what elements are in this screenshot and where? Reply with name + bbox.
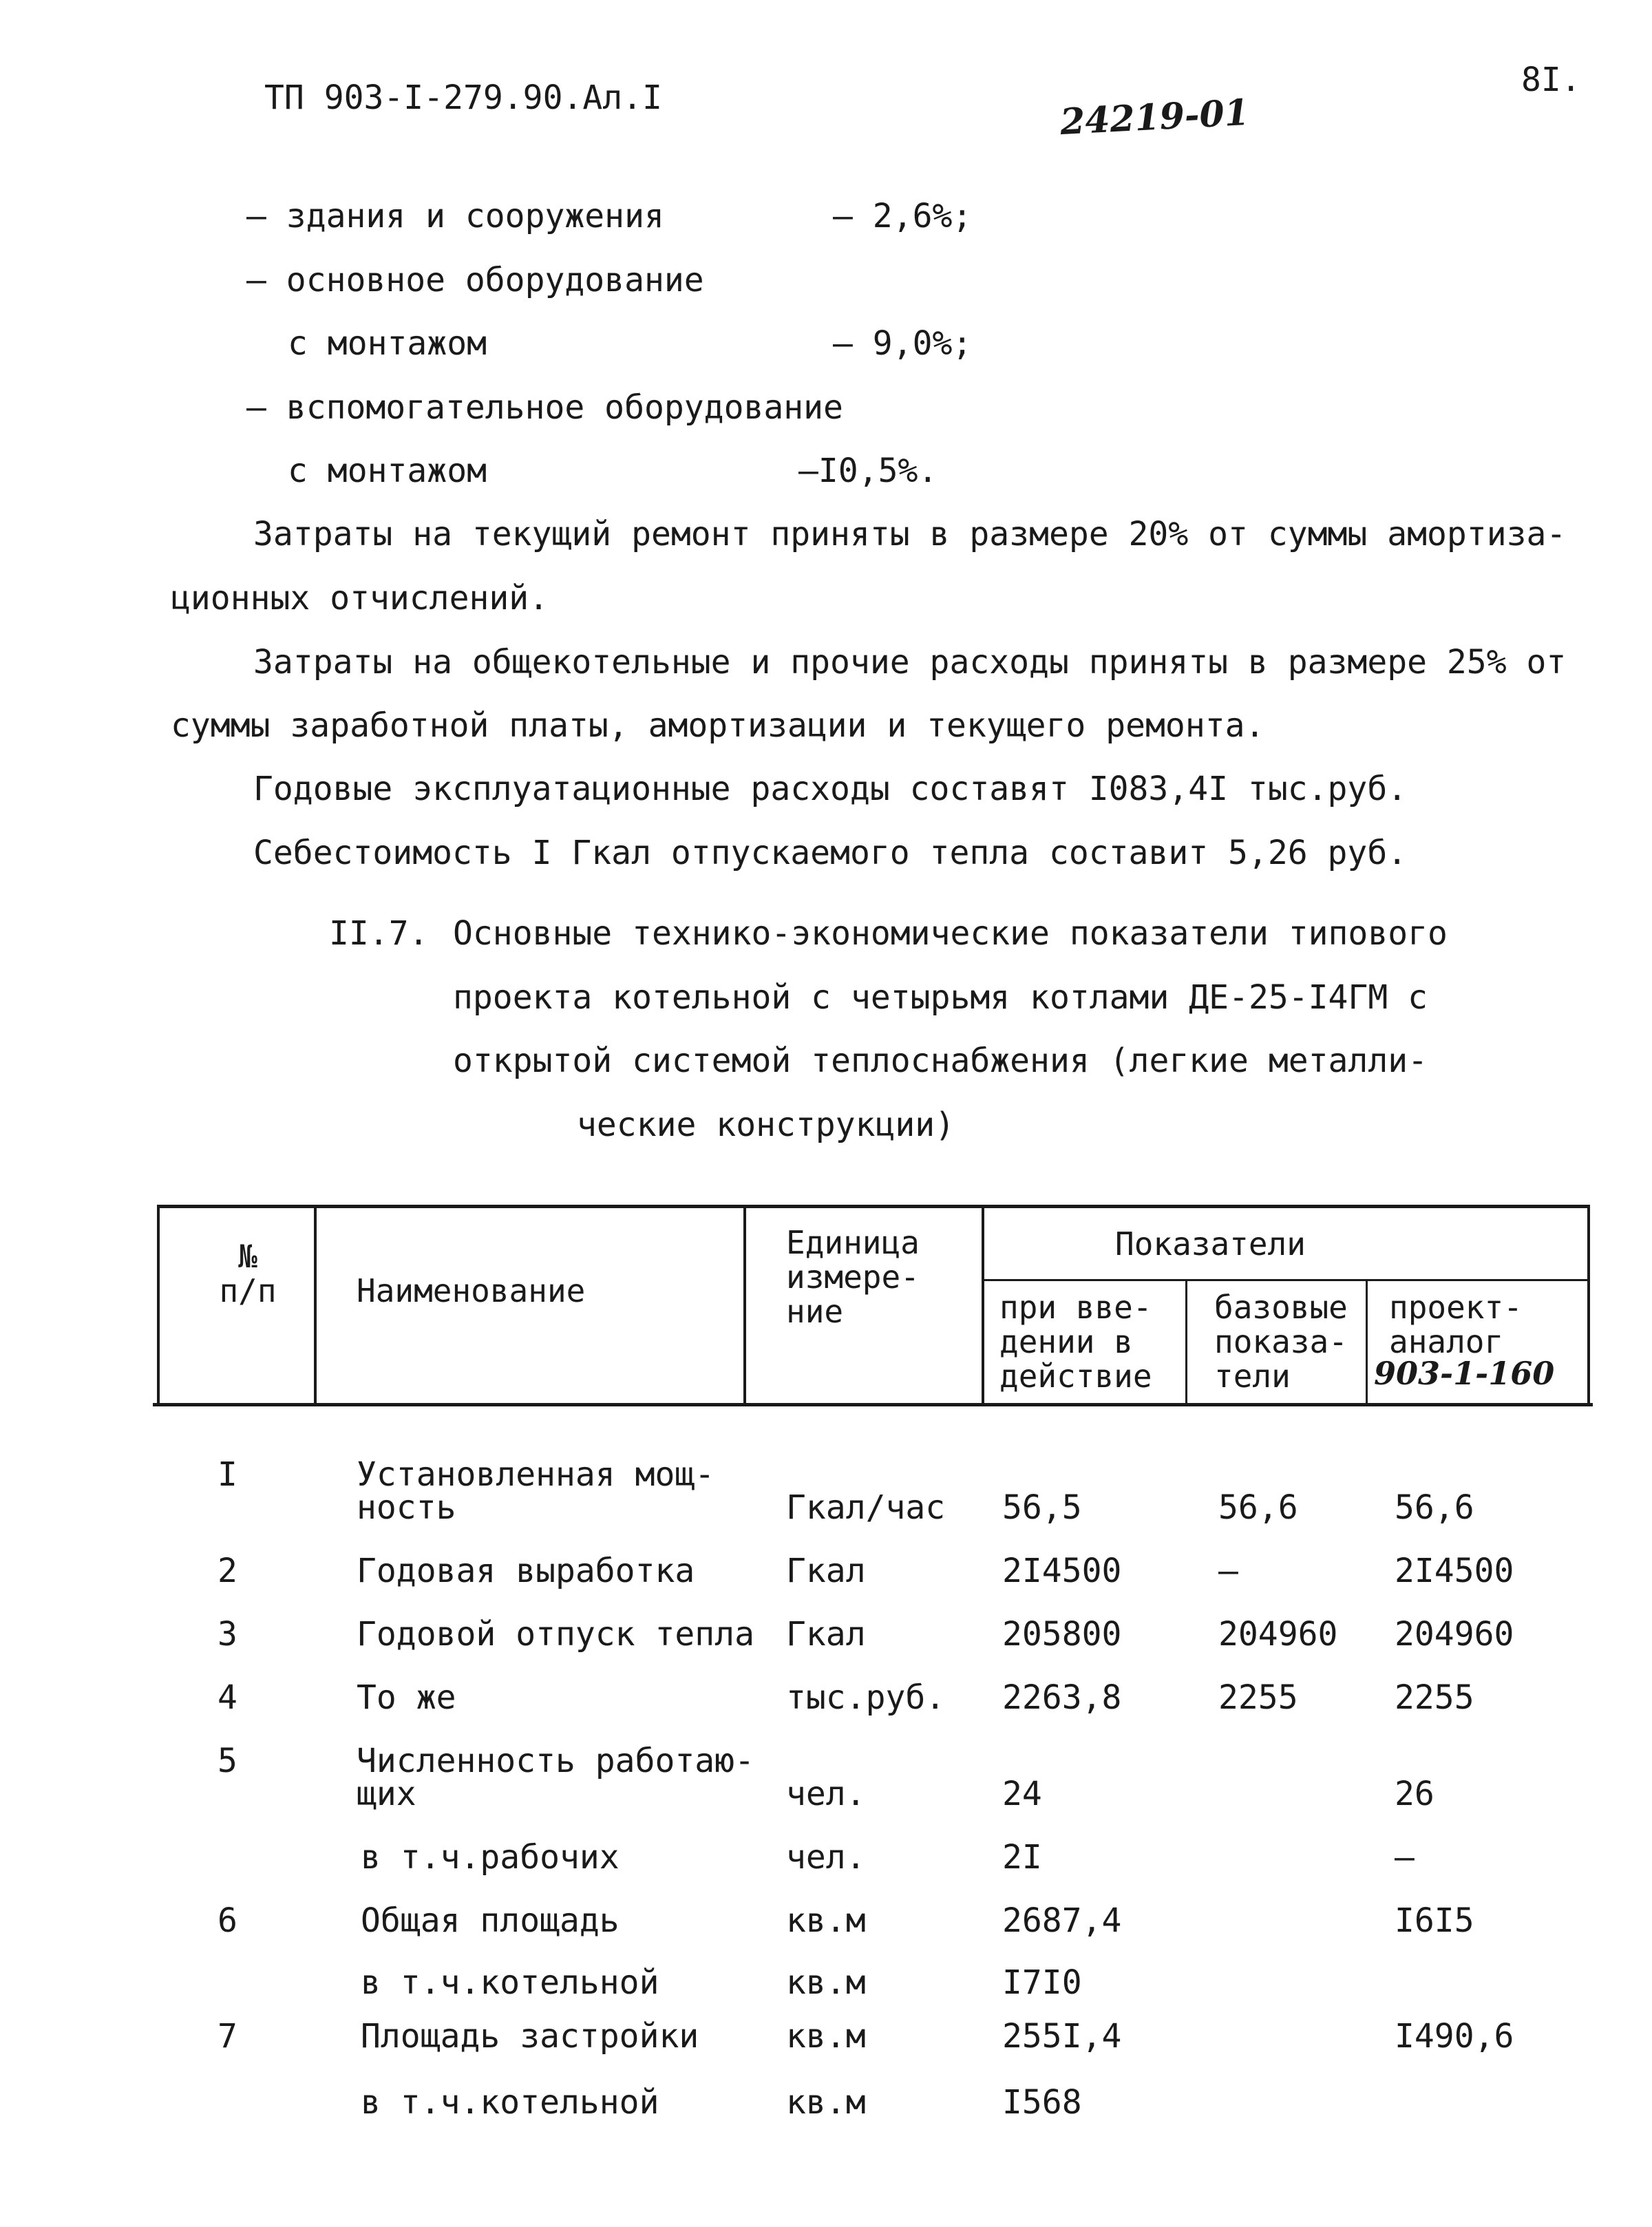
list-item-value: – 9,0%; [833, 324, 973, 363]
header-col-line: показа- [1214, 1323, 1348, 1360]
list-item-text: – здания и сооружения [246, 197, 664, 235]
header-col-actual [999, 1290, 1152, 1393]
cell-num: 6 [218, 1901, 237, 1940]
table-left-border [157, 1205, 160, 1404]
section-number: II.7. [329, 914, 429, 953]
cell-name-line: ность [357, 1488, 456, 1527]
cell-name: Общая площадь [361, 1901, 620, 1940]
header-col-line: проект- [1389, 1289, 1523, 1326]
cell-value: 2255 [1218, 1678, 1298, 1717]
cell-value: 2263,8 [1002, 1678, 1122, 1717]
cell-value: 204960 [1218, 1615, 1338, 1654]
cell-unit: тыс.руб. [786, 1678, 946, 1717]
cell-value: – [1395, 1838, 1415, 1877]
header-unit [786, 1225, 920, 1329]
paragraph-line: Себестоимость I Гкал отпускаемого тепла составит 5,26 руб. [253, 834, 1408, 872]
cell-value: I568 [1002, 2083, 1082, 2122]
cell-value: – [1218, 1552, 1238, 1590]
header-num [200, 1239, 296, 1308]
cell-value: 56,6 [1395, 1488, 1474, 1527]
header-analog-code: 903-1-160 [1374, 1355, 1555, 1392]
cell-unit: Гкал [786, 1615, 866, 1654]
paragraph-line: ционных отчислений. [171, 579, 549, 618]
cell-name: То же [357, 1678, 456, 1717]
cell-name-line: Установленная мощ- [357, 1455, 715, 1494]
cell-unit: кв.м [786, 1963, 866, 2002]
cell-value: 2687,4 [1002, 1901, 1122, 1940]
cell-name [357, 1455, 715, 1527]
cell-name: Годовая выработка [357, 1552, 695, 1590]
section-title-line: Основные технико-экономические показатели типового [453, 914, 1448, 953]
list-item-text: с монтажом [288, 324, 487, 363]
list-item-text: – основное оборудование [246, 261, 704, 299]
table-col-divider [982, 1205, 984, 1404]
cell-value: 56,5 [1002, 1488, 1082, 1527]
cell-num: 2 [218, 1552, 237, 1590]
cell-value: 26 [1395, 1775, 1434, 1813]
cell-unit: Гкал/час [786, 1488, 946, 1527]
cell-unit: чел. [786, 1838, 866, 1877]
header-col-line: аналог [1389, 1323, 1504, 1360]
table-top-border [157, 1205, 1590, 1208]
header-col-line: базовые [1214, 1289, 1348, 1326]
header-col-line: при вве- [999, 1289, 1152, 1326]
header-num-line: № [238, 1238, 257, 1275]
header-name: Наименование [357, 1272, 586, 1309]
cell-value: 2I [1002, 1838, 1042, 1877]
cell-value: 205800 [1002, 1615, 1122, 1654]
cell-value: 2I4500 [1395, 1552, 1514, 1590]
cell-unit: кв.м [786, 2083, 866, 2122]
table-header-bottom-border [153, 1403, 1593, 1406]
cell-value: 24 [1002, 1775, 1042, 1813]
header-col-base [1214, 1290, 1348, 1393]
header-indicators: Показатели [1115, 1225, 1306, 1263]
section-title-line: проекта котельной с четырьмя котлами ДЕ-25-I4ГМ с [453, 978, 1428, 1017]
cell-value: I490,6 [1395, 2017, 1514, 2056]
paragraph-line: Годовые эксплуатационные расходы составят I083,4I тыс.руб. [253, 770, 1408, 808]
page-number: 8I. [1521, 61, 1581, 99]
header-unit-line: Единица [786, 1224, 920, 1261]
table-col-divider [743, 1205, 746, 1404]
doc-code: ТП 903-I-279.90.Ал.I [264, 78, 662, 117]
table-col-divider [314, 1205, 317, 1404]
header-col-line: тели [1214, 1358, 1291, 1395]
header-unit-line: ние [786, 1293, 844, 1330]
cell-value: I7I0 [1002, 1963, 1082, 2002]
cell-name: Площадь застройки [361, 2017, 699, 2056]
cell-value: I6I5 [1395, 1901, 1474, 1940]
list-item-value: – 2,6%; [833, 197, 973, 235]
cell-unit: кв.м [786, 1901, 866, 1940]
handwritten-number: 24219-01 [1059, 91, 1251, 144]
cell-num: 3 [218, 1615, 237, 1654]
cell-name-line: щих [357, 1775, 416, 1813]
header-num-line: п/п [219, 1272, 277, 1309]
table-col-divider [1366, 1280, 1368, 1404]
cell-name [357, 1744, 754, 1811]
table-right-border [1587, 1205, 1590, 1404]
list-item-text: с монтажом [288, 452, 487, 490]
list-item-value: –I0,5%. [798, 452, 938, 490]
cell-value: 2255 [1395, 1678, 1474, 1717]
cell-value: 255I,4 [1002, 2017, 1122, 2056]
header-col-analog [1389, 1290, 1523, 1359]
cell-value: 204960 [1395, 1615, 1514, 1654]
cell-num: 4 [218, 1678, 237, 1717]
paragraph-line: Затраты на общекотельные и прочие расходы приняты в размере 25% от [253, 643, 1567, 682]
cell-unit: чел. [786, 1775, 866, 1813]
cell-name: в т.ч.котельной [361, 1963, 659, 2002]
cell-name: Годовой отпуск тепла [357, 1615, 754, 1654]
cell-name: в т.ч.рабочих [361, 1838, 620, 1877]
table-col-divider [1185, 1280, 1187, 1404]
cell-num: 5 [218, 1742, 237, 1780]
cell-unit: кв.м [786, 2017, 866, 2056]
paragraph-line: Затраты на текущий ремонт приняты в размере 20% от суммы амортиза- [253, 515, 1567, 553]
table-subheader-divider [983, 1279, 1590, 1281]
cell-num: 7 [218, 2017, 237, 2056]
cell-value: 56,6 [1218, 1488, 1298, 1527]
cell-value: 2I4500 [1002, 1552, 1122, 1590]
header-col-line: дении в [999, 1323, 1133, 1360]
header-col-line: действие [999, 1358, 1152, 1395]
list-item-text: – вспомогательное оборудование [246, 388, 843, 427]
cell-unit: Гкал [786, 1552, 866, 1590]
section-title-line: открытой системой теплоснабжения (легкие металли- [453, 1042, 1428, 1080]
cell-name-line: Численность работаю- [357, 1742, 754, 1780]
header-unit-line: измере- [786, 1258, 920, 1296]
cell-name: в т.ч.котельной [361, 2083, 659, 2122]
cell-num: I [218, 1455, 237, 1494]
paragraph-line: суммы заработной платы, амортизации и текущего ремонта. [171, 706, 1265, 745]
section-title-line: ческие конструкции) [577, 1106, 955, 1144]
